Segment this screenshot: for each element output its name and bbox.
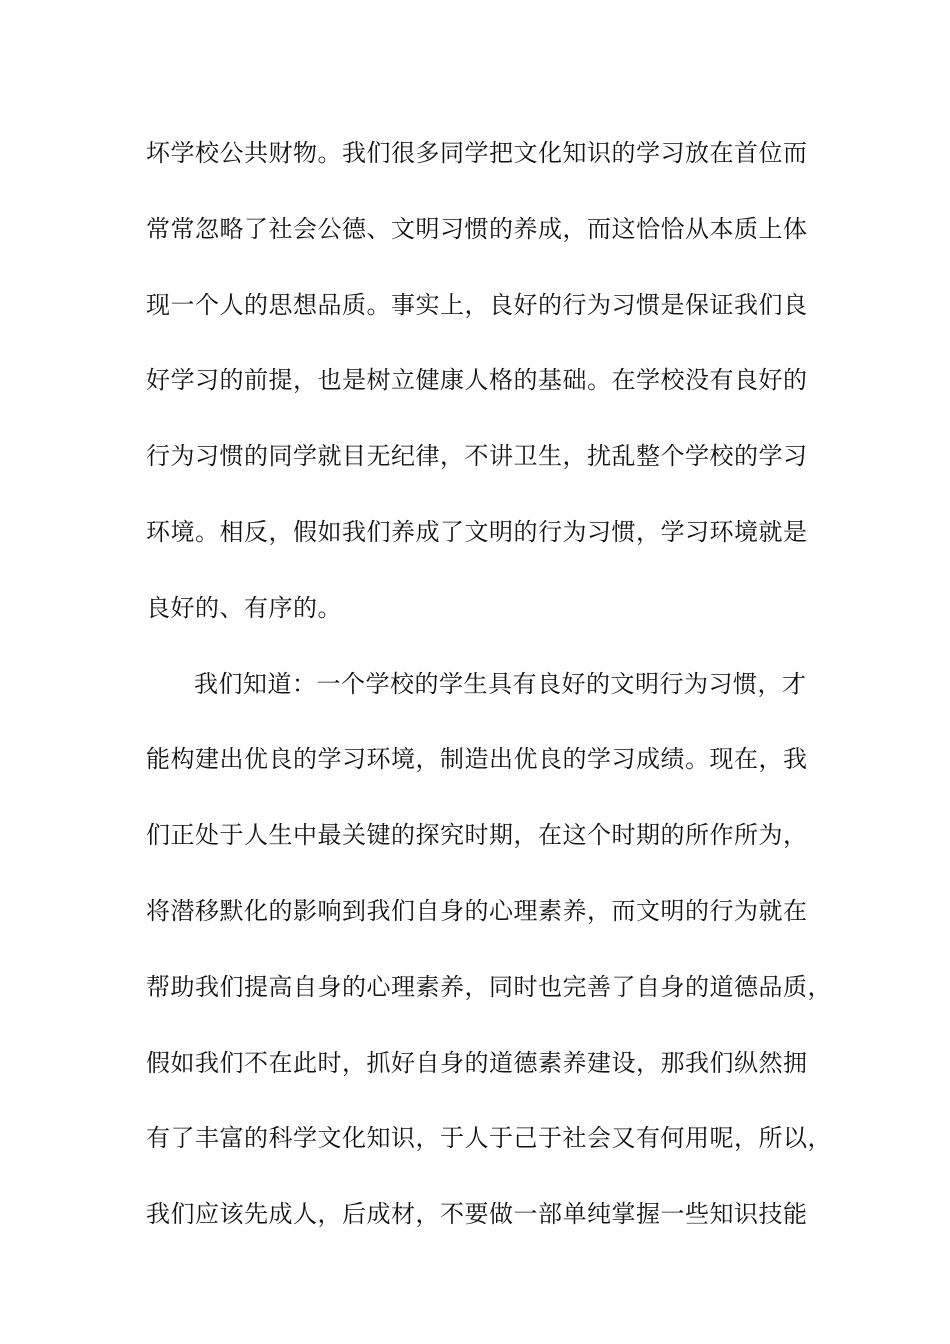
text-line: 环境。相反，假如我们养成了文明的行为习惯，学习环境就是 [146, 517, 808, 546]
text-line: 常常忽略了社会公德、文明习惯的养成，而这恰恰从本质上体 [146, 214, 808, 243]
body-text [146, 128, 832, 1265]
text-line: 坏学校公共财物。我们很多同学把文化知识的学习放在首位而 [146, 139, 808, 167]
paragraph-first-line: 我们知道：一个学校的学生具有良好的文明行为习惯，才 [194, 669, 807, 698]
text-line: 帮助我们提高自身的心理素养，同时也完善了自身的道德品质， [146, 972, 832, 1001]
text-line: 良好的、有序的。 [146, 593, 342, 622]
text-line: 有了丰富的科学文化知识，于人于己于社会又有何用呢，所以， [146, 1124, 832, 1153]
text-line: 能构建出优良的学习环境，制造出优良的学习成绩。现在，我 [146, 745, 808, 774]
text-line: 我们应该先成人，后成材，不要做一部单纯掌握一些知识技能 [146, 1200, 808, 1229]
text-line: 假如我们不在此时，抓好自身的道德素养建设，那我们纵然拥 [146, 1048, 808, 1077]
text-line: 们正处于人生中最关键的探究时期，在这个时期的所作所为， [146, 821, 808, 850]
text-line: 现一个人的思想品质。事实上，良好的行为习惯是保证我们良 [146, 290, 808, 319]
text-line: 行为习惯的同学就目无纪律，不讲卫生，扰乱整个学校的学习 [146, 442, 808, 471]
text-line: 好学习的前提，也是树立健康人格的基础。在学校没有良好的 [146, 366, 808, 395]
text-line: 将潜移默化的影响到我们自身的心理素养，而文明的行为就在 [146, 896, 808, 925]
